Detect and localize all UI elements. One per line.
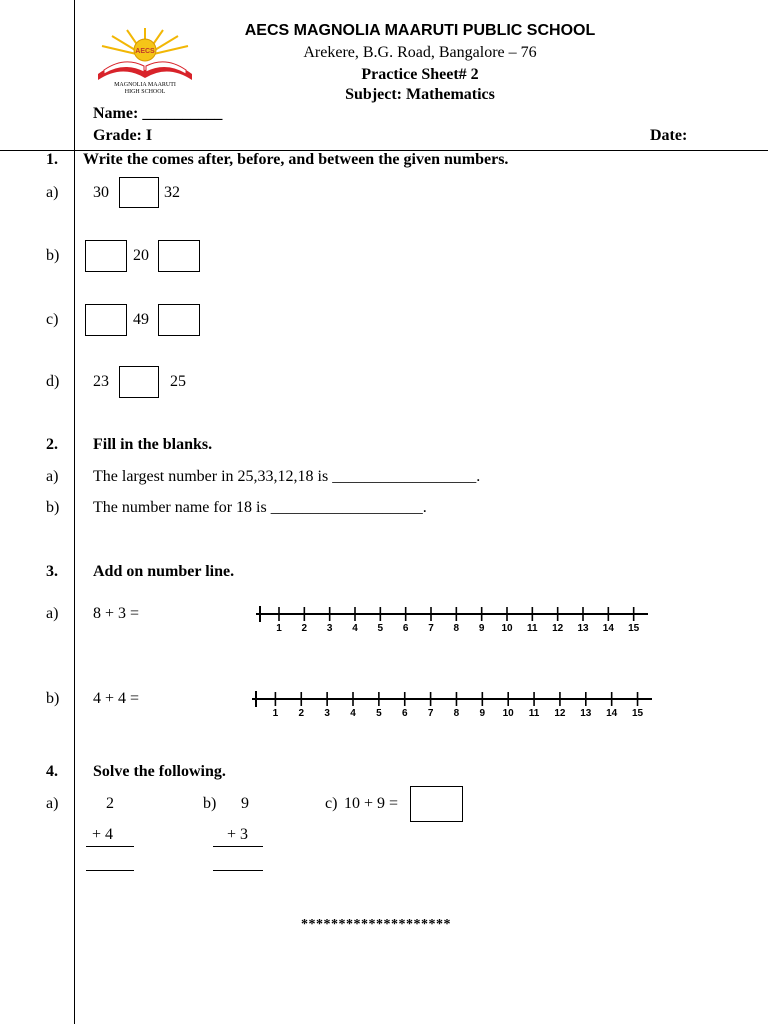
q3a-tick-label-8: 8 [453,623,460,634]
q3b-tick-label-5: 5 [376,708,382,719]
q3b-tick-label-3: 3 [324,708,330,719]
q3b-tick-label-13: 13 [580,708,592,719]
sheet-title: Practice Sheet# 2 [361,66,479,83]
q3a-axis [256,603,648,623]
q1c-before-box[interactable] [85,304,127,336]
q1-number: 1. [46,151,58,168]
q1b-before-box[interactable] [85,240,127,272]
q3b-tick-label-1: 1 [272,708,279,719]
q3b-tick-label-9: 9 [479,708,486,719]
name-field[interactable]: Name: __________ [93,105,223,122]
logo-caption-line-2: HIGH SCHOOL [124,89,166,95]
logo-caption-line-1: MAGNOLIA MAARUTI [114,82,176,88]
q2b-text[interactable]: The number name for 18 is ___________________. [93,499,427,516]
q2-number: 2. [46,436,58,453]
q3a-expression: 8 + 3 = [93,605,140,622]
q3a-tick-label-2: 2 [301,623,308,634]
q3b-tick-label-12: 12 [554,708,566,719]
q1a-left-number: 30 [93,184,109,201]
q4c-label: c) [325,795,338,812]
q4-title: Solve the following. [93,763,226,780]
q3a-tick-label-9: 9 [478,623,485,634]
school-name: AECS MAGNOLIA MAARUTI PUBLIC SCHOOL [244,22,596,39]
subject: Subject: Mathematics [345,86,495,103]
q3a-tick-label-1: 1 [276,623,282,634]
q1c-label: c) [46,311,59,328]
q1d-left-number: 23 [93,373,109,390]
q1b-mid-number: 20 [133,247,149,264]
q4b-addend: + 3 [227,826,249,843]
q4b-label: b) [203,795,217,812]
q3a-tick-label-12: 12 [552,623,564,634]
q3a-tick-label-11: 11 [527,623,538,634]
q3a-label: a) [46,605,59,622]
q2-title: Fill in the blanks. [93,436,213,453]
q3a-tick-label-14: 14 [602,623,614,634]
q1b-label: b) [46,247,60,264]
q1-title: Write the comes after, before, and between the given numbers. [83,151,509,168]
q4b-answer-line[interactable] [213,870,263,871]
q3a-tick-label-15: 15 [628,623,640,634]
q3b-tick-label-11: 11 [528,708,540,719]
q1d-label: d) [46,373,60,390]
q4a-sum-rule [86,846,134,847]
q3b-tick-label-10: 10 [502,708,514,719]
q3b-tick-label-15: 15 [631,708,644,719]
q1c-mid-number: 49 [133,311,149,328]
q3a-tick-label-3: 3 [326,623,333,634]
q1d-right-number: 25 [170,373,186,390]
q3b-tick-label-7: 7 [427,708,434,719]
q4c-expression: 10 + 9 = [344,795,399,812]
date-field[interactable]: Date: [650,127,688,144]
q3a-number-line[interactable] [256,603,648,639]
q4b-sum-rule [213,846,263,847]
q1a-right-number: 32 [164,184,180,201]
q3b-axis [252,688,652,708]
q4b-top-number: 9 [241,795,249,812]
q3-number: 3. [46,563,58,580]
q4a-label: a) [46,795,59,812]
q3b-tick-label-6: 6 [401,708,408,719]
q3b-number-line[interactable] [252,688,652,724]
q1a-label: a) [46,184,59,201]
q3b-tick-label-14: 14 [606,708,618,719]
q3b-expression: 4 + 4 = [93,690,140,707]
q3a-tick-label-7: 7 [428,623,434,634]
margin-rule [74,0,75,1024]
q3a-tick-label-4: 4 [352,623,358,634]
q4c-answer-box[interactable] [410,786,463,822]
q3a-tick-label-13: 13 [577,623,589,634]
q4-number: 4. [46,763,58,780]
q3a-tick-label-10: 10 [501,623,513,634]
q4a-answer-line[interactable] [86,870,134,871]
q1d-answer-box[interactable] [119,366,159,398]
q3a-tick-label-5: 5 [377,623,384,634]
q4a-top-number: 2 [106,795,114,812]
logo-badge: AECS [135,48,155,55]
q3b-tick-label-8: 8 [453,708,460,719]
q1c-after-box[interactable] [158,304,200,336]
q4a-addend: + 4 [92,826,114,843]
grade-label: Grade: I [93,127,153,144]
q3-title: Add on number line. [93,563,235,580]
q1b-after-box[interactable] [158,240,200,272]
q3a-tick-label-6: 6 [402,623,409,634]
q2a-text[interactable]: The largest number in 25,33,12,18 is __________________. [93,468,481,485]
q1a-answer-box[interactable] [119,177,159,208]
q3b-tick-label-4: 4 [350,708,356,719]
school-address: Arekere, B.G. Road, Bangalore – 76 [303,44,537,61]
end-marker: ******************** [301,917,451,932]
q2b-label: b) [46,499,60,516]
q2a-label: a) [46,468,59,485]
q3b-label: b) [46,690,60,707]
q3b-tick-label-2: 2 [298,708,305,719]
